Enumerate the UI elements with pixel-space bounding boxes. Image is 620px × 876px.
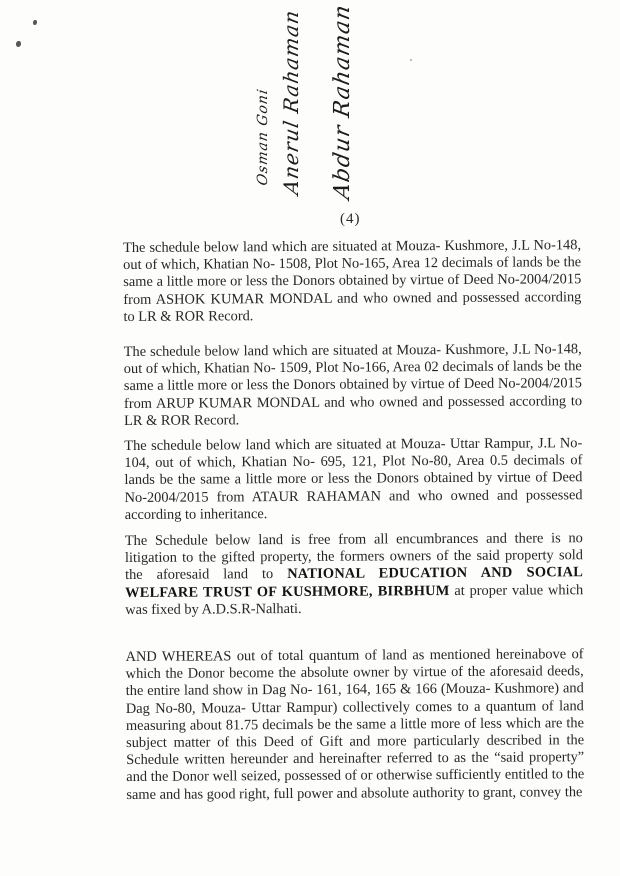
paragraph-encumbrance-declaration: [125, 530, 584, 619]
signature-osman-goni: Osman Goni: [255, 87, 271, 187]
paragraph-schedule-kushmore-plot166: The schedule below land which are situated at Mouza- Kushmore, J.L No-148, out of which, Khatian No- 1509, Plot No-166, Area 02 decimals of lands be the same a little more or less the Donors obtained by virtue of Deed No-2004/2015 from ARUP KUMAR MONDAL and who owned and possessed according to LR & ROR Record.: [123, 341, 583, 429]
paragraph-encumbrance-pre: The Schedule below land is free from all encumbrances and there is no litigation to the gifted property, the formers owners of the said property sold the aforesaid land to: [124, 530, 583, 584]
ink-speck: [16, 41, 21, 47]
page-number: (4): [340, 211, 361, 227]
paragraph-schedule-kushmore-plot165: The schedule below land which are situated at Mouza- Kushmore, J.L No-148, out of which, Khatian No- 1508, Plot No-165, Area 12 decimals of lands be the same a little more or less the Donors obtained by virtue of Deed No-2004/2015 from ASHOK KUMAR MONDAL and who owned and possessed according to LR & ROR Record.: [123, 237, 582, 325]
paragraph-and-whereas-clause: AND WHEREAS out of total quantum of land as mentioned hereinabove of which the Donor become the absolute owner by virtue of the aforesaid deeds, the entire land show in Dag No- 161, 164, 165 & 166 (Mouza- Kushmore) and Dag No-80, Mouza- Uttar Rampur) collectively comes to a quantum of land measuring about 81.75 decimals be the same a little more of less which are the subject matter of this Deed of Gift and more particularly described in the Schedule written hereunder and hereinafter referred to as the “said property” and the Donor well seized, possessed of or otherwise sufficiently entitled to the same and has good right, full power and absolute authority to grant, convey the: [125, 646, 585, 803]
ink-speck: [33, 20, 37, 25]
signature-anerul-rahaman: Anerul Rahaman: [279, 7, 303, 197]
trust-name-bold: NATIONAL EDUCATION AND SOCIAL WELFARE TRUST OF KUSHMORE, BIRBHUM: [125, 564, 584, 601]
paragraph-encumbrance-post: at proper value which was fixed by A.D.S.R-Nalhati.: [125, 581, 584, 618]
ink-speck: [410, 59, 412, 61]
deed-body-text: [123, 237, 584, 804]
signature-abdur-rahaman: Abdur Rahaman: [330, 2, 355, 202]
paragraph-schedule-uttar-rampur-plot80: The schedule below land which are situated at Mouza- Uttar Rampur, J.L No-104, out of which, Khatian No- 695, 121, Plot No-80, Area 0.5 decimals of lands be the same a little more or less the Donors obtained by virtue of Deed No-2004/2015 from ATAUR RAHAMAN and who owned and possessed according to inheritance.: [124, 435, 583, 523]
